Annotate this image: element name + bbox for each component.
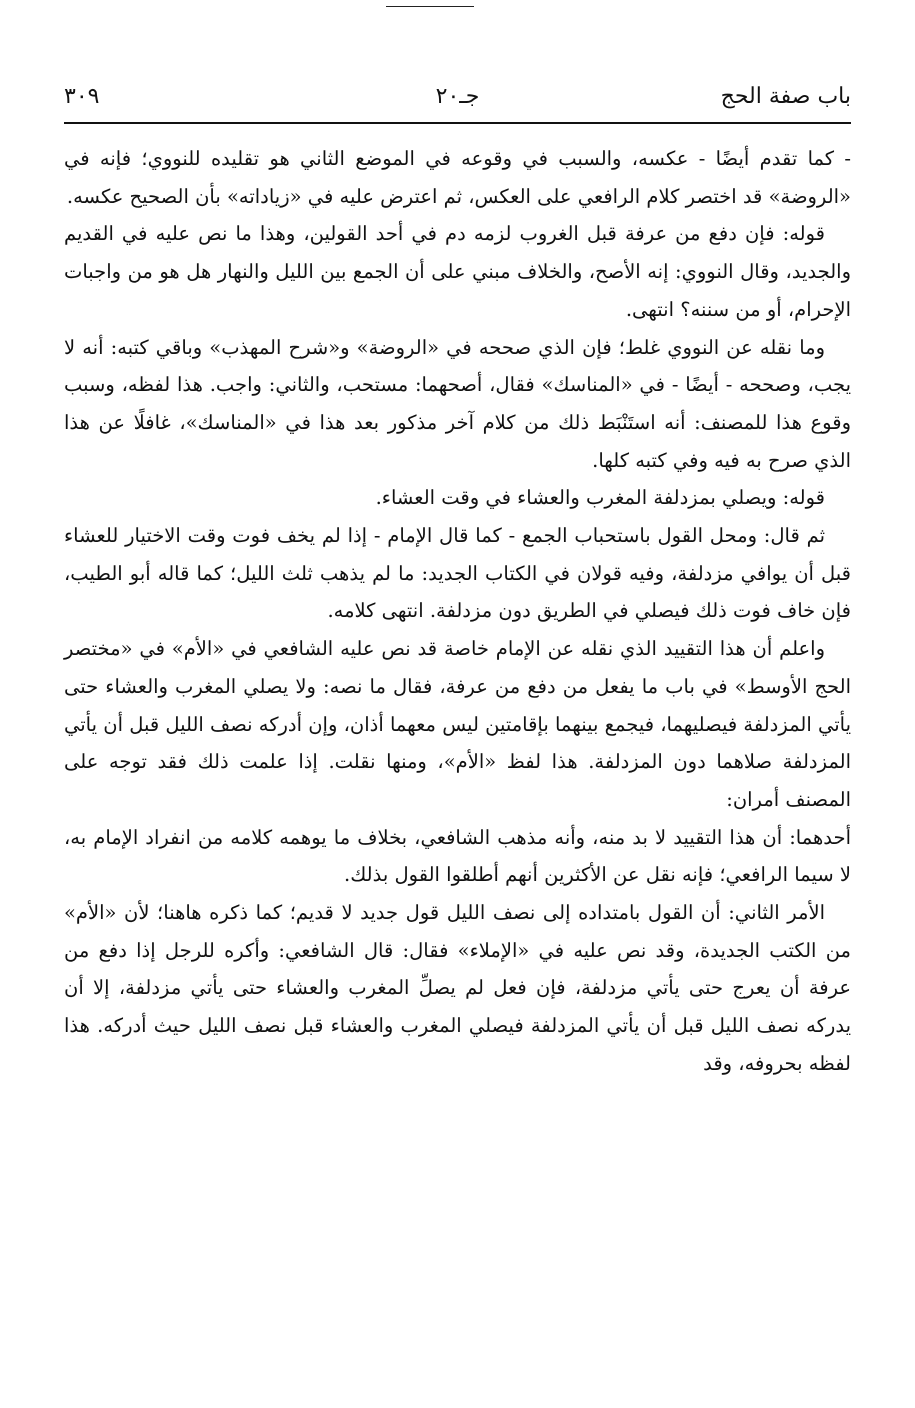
volume-label: جـ٢٠ <box>435 84 480 109</box>
paragraph: وما نقله عن النووي غلط؛ فإن الذي صححه في «الروضة» و«شرح المهذب» وباقي كتبه: أنه لا يجب، وصححه - أيضًا - في «المناسك» فقال، أصحهما: مستحب، والثاني: واجب. هذا لفظه، وسبب وقوع هذا للمصنف: أنه استَنْبَط ذلك من كلام آخر مذكور بعد هذا في «المناسك»، غافلًا عن هذا الذي صرح به فيه وفي كتبه كلها. <box>64 335 851 472</box>
paragraph: الأمر الثاني: أن القول بامتداده إلى نصف الليل قول جديد لا قديم؛ كما ذكره هاهنا؛ لأن «الأم» من الكتب الجديدة، وقد نص عليه في «الإملاء» فقال: قال الشافعي: وأكره للرجل إذا دفع من عرفة أن يعرج حتى يأتي مزدلفة، فإن فعل لم يصلِّ المغرب والعشاء حتى يأتي مزدلفة، إلا أن يدركه نصف الليل قبل أن يأتي المزدلفة فيصلي المغرب والعشاء قبل نصف الليل حيث أدركه. هذا لفظه بحروفه، وقد <box>64 901 851 1075</box>
top-rule <box>386 6 474 7</box>
paragraph: قوله: فإن دفع من عرفة قبل الغروب لزمه دم في أحد القولين، وهذا ما نص عليه في القديم والجديد، وقال النووي: إنه الأصح، والخلاف مبني على أن الجمع بين الليل والنهار هل هو من واجبات الإحرام، أو من سننه؟ انتهى. <box>64 222 851 321</box>
body-text <box>64 140 851 1083</box>
paragraph: ثم قال: ومحل القول باستحباب الجمع - كما قال الإمام - إذا لم يخف فوت وقت الاختيار للعشاء قبل أن يوافي مزدلفة، وفيه قولان في الكتاب الجديد: ما لم يذهب ثلث الليل؛ كما قاله أبو الطيب، فإن خاف فوت ذلك فيصلي في الطريق دون مزدلفة. انتهى كلامه. <box>64 524 851 623</box>
paragraph: أحدهما: أن هذا التقييد لا بد منه، وأنه مذهب الشافعي، بخلاف ما يوهمه كلامه من انفراد الإمام به، لا سيما الرافعي؛ فإنه نقل عن الأكثرين أنهم أطلقوا القول بذلك. <box>64 825 851 887</box>
chapter-title: باب صفة الحج <box>720 84 851 109</box>
paragraph: واعلم أن هذا التقييد الذي نقله عن الإمام خاصة قد نص عليه الشافعي في «الأم» في «مختصر الحج الأوسط» في باب ما يفعل من دفع من عرفة، فقال ما نصه: ولا يصلي المغرب والعشاء حتى يأتي المزدلفة فيصليهما، فيجمع بينهما بإقامتين ليس معهما أذان، وإن أدركه نصف الليل قبل أن يأتي المزدلفة صلاهما دون المزدلفة. هذا لفظ «الأم»، ومنها نقلت. إذا علمت ذلك فقد توجه على المصنف أمران: <box>64 637 851 811</box>
paragraph: - كما تقدم أيضًا - عكسه، والسبب في وقوعه في الموضع الثاني هو تقليده للنووي؛ فإنه في «الروضة» قد اختصر كلام الرافعي على العكس، ثم اعترض عليه في «زياداته» بأن الصحيح عكسه. <box>64 147 851 208</box>
header-rule <box>64 122 851 124</box>
page-number: ٣٠٩ <box>64 84 100 109</box>
page-header <box>64 82 851 116</box>
paragraph: قوله: ويصلي بمزدلفة المغرب والعشاء في وقت العشاء. <box>375 486 825 510</box>
